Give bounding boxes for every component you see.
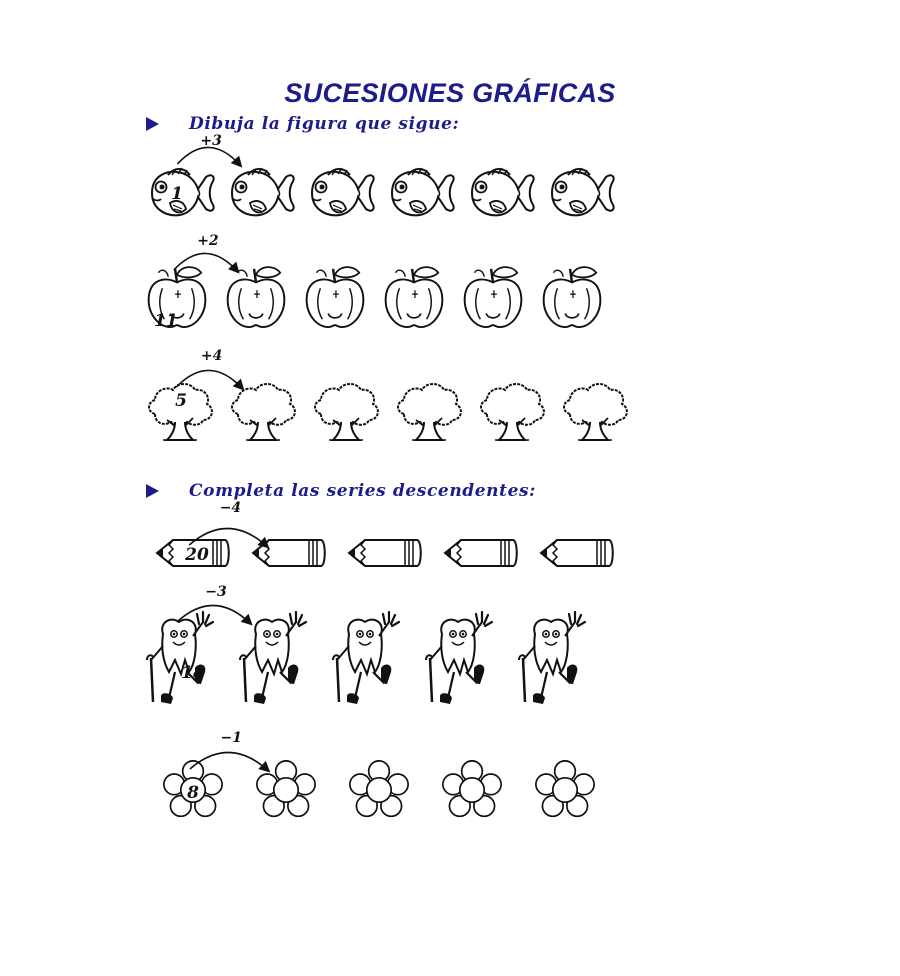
flower-icon[interactable] [350,761,408,816]
start-number: 8 [187,783,199,803]
sequence-row-1-2 [149,233,601,331]
apple-icon[interactable] [307,267,364,327]
fish-icon[interactable] [552,168,614,215]
tree-icon[interactable] [481,384,544,440]
fish-icon[interactable] [312,168,374,215]
tooth-character-icon[interactable] [333,612,399,704]
start-number: 20 [185,545,209,565]
start-number: 5 [175,391,187,411]
fish-icon[interactable] [392,168,454,215]
step-label: +2 [197,233,219,249]
instruction-2-text: Completa las series descendentes: [189,481,537,501]
apple-icon[interactable] [386,267,443,327]
fish-icon[interactable] [232,168,294,215]
start-number: 11 [154,311,178,331]
sequence-row-2-1 [157,500,613,566]
flower-icon[interactable] [443,761,501,816]
start-number: 18 [181,663,205,683]
step-label: −3 [205,584,227,600]
tree-icon[interactable] [315,384,378,440]
pencil-icon[interactable] [349,540,421,566]
instruction-1-text: Dibuja la figura que sigue: [189,114,460,134]
sequence-row-2-2 [147,584,585,704]
tooth-character-icon[interactable] [240,612,306,704]
page-title: SUCESIONES GRÁFICAS [284,78,616,108]
apple-icon[interactable] [544,267,601,327]
pencil-icon[interactable] [541,540,613,566]
tree-icon[interactable] [232,384,295,440]
step-arrow [177,147,240,166]
tooth-character-icon[interactable] [426,612,492,704]
fish-icon[interactable] [472,168,534,215]
tooth-character-icon [147,612,213,704]
start-number: 1 [171,184,183,204]
step-label: +4 [200,348,223,364]
step-label: −1 [220,730,243,746]
apple-icon[interactable] [465,267,522,327]
sequence-row-2-3 [164,730,594,816]
apple-icon[interactable] [228,267,285,327]
tree-icon[interactable] [398,384,461,440]
step-label: +3 [200,133,222,149]
tooth-character-icon[interactable] [519,612,585,704]
step-label: −4 [219,500,242,516]
tree-icon[interactable] [564,384,627,440]
sequence-row-1-3 [149,348,627,440]
flower-icon[interactable] [536,761,594,816]
pencil-icon[interactable] [445,540,517,566]
sequence-row-1-1 [152,133,614,215]
